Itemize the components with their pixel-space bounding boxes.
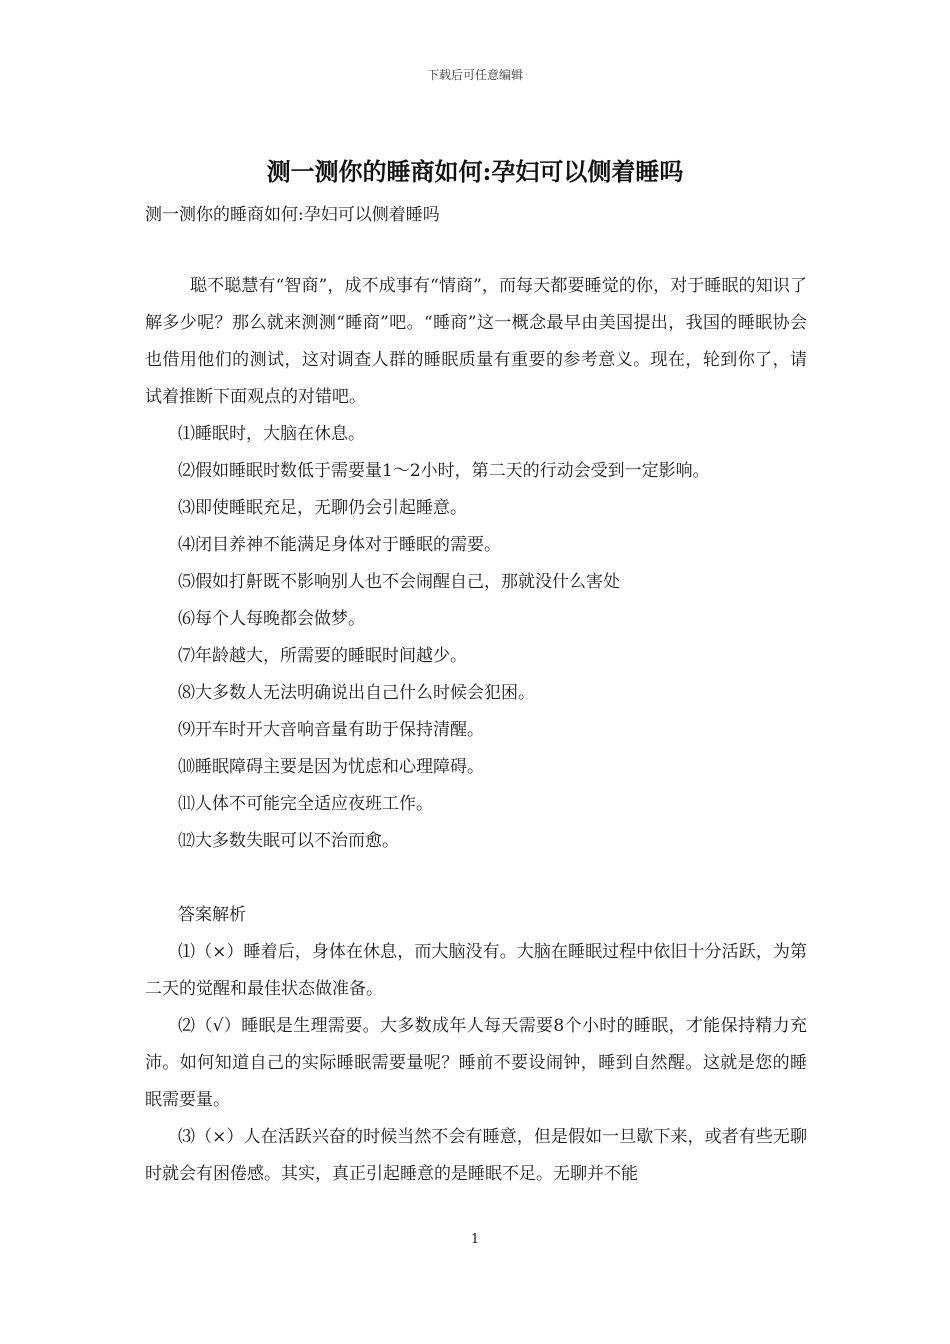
quiz-item: ⑶即使睡眠充足，无聊仍会引起睡意。 <box>178 498 467 518</box>
quiz-item: ⑴睡眠时，大脑在休息。 <box>178 424 365 444</box>
quiz-item: ⑷闭目养神不能满足身体对于睡眠的需要。 <box>178 535 501 555</box>
quiz-item: ⑹每个人每晚都会做梦。 <box>178 609 365 629</box>
spacer <box>145 860 807 897</box>
quiz-item: ⑽睡眠障碍主要是因为忧虑和心理障碍。 <box>178 757 484 777</box>
quiz-item: ⑼开车时开大音响音量有助于保持清醒。 <box>178 720 484 740</box>
quiz-item: ⑿大多数失眠可以不治而愈。 <box>178 831 399 851</box>
subtitle: 测一测你的睡商如何:孕妇可以侧着睡吗 <box>145 205 440 225</box>
header-note: 下载后可任意编辑 <box>426 68 523 82</box>
document-title: 测一测你的睡商如何:孕妇可以侧着睡吗 <box>266 157 684 186</box>
quiz-item: ⑻大多数人无法明确说出自己什么时候会犯困。 <box>178 683 535 703</box>
answer-paragraph: ⑵（√）睡眠是生理需要。大多数成年人每天需要8个小时的睡眠，才能保持精力充沛。如何知道自己的实际睡眠需要量呢？睡前不要设闹钟，睡到自然醒。这就是您的睡眠需要量。 <box>145 1016 807 1110</box>
document-body <box>145 197 807 1193</box>
answer-paragraph: ⑴（×）睡着后，身体在休息，而大脑没有。大脑在睡眠过程中依旧十分活跃，为第二天的觉醒和最佳状态做准备。 <box>145 942 807 999</box>
quiz-item: ⑸假如打鼾既不影响别人也不会闹醒自己，那就没什么害处 <box>178 572 620 592</box>
quiz-item: ⑺年龄越大，所需要的睡眠时间越少。 <box>178 646 467 666</box>
intro-paragraph: 聪不聪慧有“智商”，成不成事有“情商”，而每天都要睡觉的你，对于睡眠的知识了解多少呢？那么就来测测“睡商”吧。“睡商”这一概念最早由美国提出，我国的睡眠协会也借用他们的测试，这对调查人群的睡眠质量有重要的参考意义。现在，轮到你了，请试着推断下面观点的对错吧。 <box>145 276 807 407</box>
answers-heading: 答案解析 <box>178 905 246 925</box>
quiz-item: ⑵假如睡眠时数低于需要量1～2小时，第二天的行动会受到一定影响。 <box>178 461 710 481</box>
quiz-item: ⑾人体不可能完全适应夜班工作。 <box>178 794 433 814</box>
answer-paragraph: ⑶（×）人在活跃兴奋的时候当然不会有睡意，但是假如一旦歇下来，或者有些无聊时就会有困倦感。其实，真正引起睡意的是睡眠不足。无聊并不能 <box>145 1127 807 1184</box>
page-number: 1 <box>470 1232 480 1247</box>
